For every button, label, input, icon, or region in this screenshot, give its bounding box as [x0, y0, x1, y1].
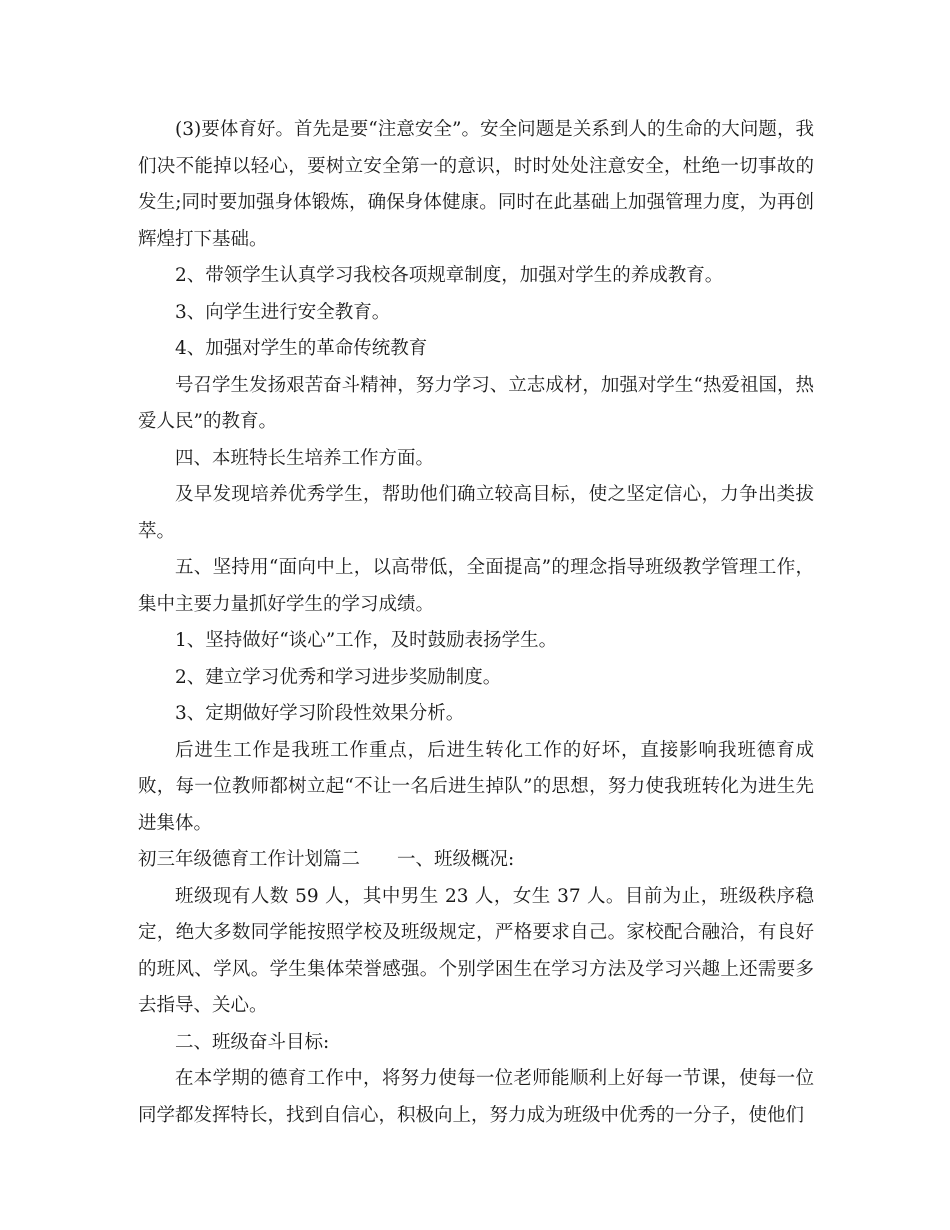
paragraph-underachievers: 后进生工作是我班工作重点，后进生转化工作的好坏，直接影响我班德育成败，每一位教师都树立起“不让一名后进生掉队”的思想，努力使我班转化为进生先进集体。: [138, 739, 814, 834]
paragraph-rules-study: 2、带领学生认真学习我校各项规章制度，加强对学生的养成教育。: [175, 265, 724, 286]
paragraph-class-overview: 班级现有人数 59 人，其中男生 23 人，女生 37 人。目前为止，班级秩序稳定，绝大多数同学能按照学校及班级规定，严格要求自己。家校配合融洽，有良好的班风、学风。学生集体荣誉感强。个别学困生在学习方法及学习兴趣上还需要多去指导、关心。: [138, 885, 814, 1016]
document-body: [138, 112, 814, 1134]
paragraph-physical-education: (3)要体育好。首先是要“注意安全”。安全问题是关系到人的生命的大问题，我们决不能掉以轻心，要树立安全第一的意识，时时处处注意安全，杜绝一切事故的发生;同时要加强身体锻炼，确保身体健康。同时在此基础上加强管理力度，为再创辉煌打下基础。: [138, 119, 814, 250]
heading-class-goals: 二、班级奋斗目标:: [175, 1031, 330, 1053]
paragraph-safety-education: 3、向学生进行安全教育。: [175, 301, 391, 323]
list-item-stage-analysis: 3、定期做好学习阶段性效果分析。: [175, 703, 465, 724]
paragraph-revolutionary-tradition: 4、加强对学生的革命传统教育: [175, 338, 428, 359]
section-title-part-two: 初三年级德育工作计划篇二 一、班级概况:: [138, 849, 515, 870]
list-item-reward-system: 2、建立学习优秀和学习进步奖励制度。: [175, 666, 502, 688]
paragraph-talent-cultivation: 及早发现培养优秀学生，帮助他们确立较高目标，使之坚定信心，力争出类拔萃。: [138, 484, 814, 542]
paragraph-patriotism: 号召学生发扬艰苦奋斗精神，努力学习、立志成材，加强对学生“热爱祖国，热爱人民”的教育。: [138, 374, 814, 432]
list-item-heart-talk: 1、坚持做好“谈心”工作，及时鼓励表扬学生。: [175, 630, 558, 651]
paragraph-moral-education-goals: 在本学期的德育工作中，将努力使每一位老师能顺利上好每一节课，使每一位同学都发挥特长，找到自信心，积极向上，努力成为班级中优秀的一分子，使他们: [138, 1068, 814, 1126]
heading-teaching-philosophy: 五、坚持用“面向中上，以高带低，全面提高”的理念指导班级教学管理工作，集中主要力量抓好学生的学习成绩。: [138, 557, 814, 615]
heading-talented-students: 四、本班特长生培养工作方面。: [175, 447, 435, 469]
